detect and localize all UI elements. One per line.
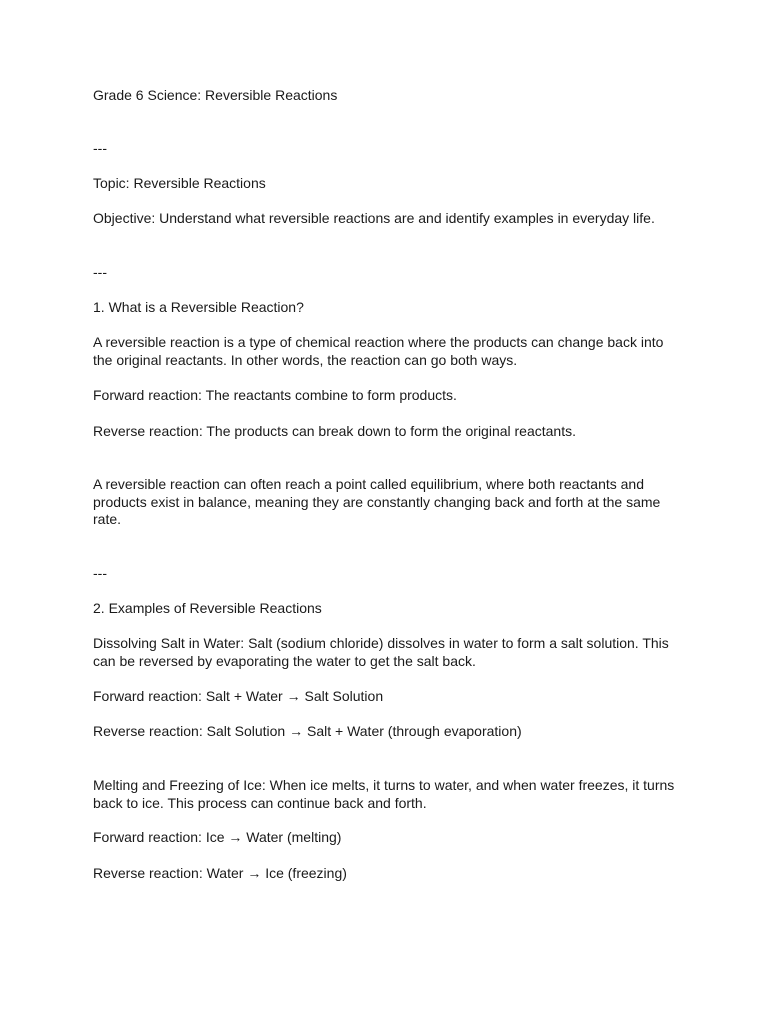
salt-reverse-reaction: Reverse reaction: Salt Solution → Salt + Water (through evaporation) <box>93 723 522 739</box>
topic-line: Topic: Reversible Reactions <box>93 175 266 191</box>
separator: --- <box>93 264 107 280</box>
section-heading: 1. What is a Reversible Reaction? <box>93 299 304 315</box>
definition-paragraph: A reversible reaction is a type of chemical reaction where the products can change back into the original reactants. In other words, the reaction can go both ways. <box>93 334 664 368</box>
section-heading: 2. Examples of Reversible Reactions <box>93 600 322 616</box>
forward-reaction-text: Forward reaction: The reactants combine to form products. <box>93 387 457 403</box>
salt-example-paragraph: Dissolving Salt in Water: Salt (sodium chloride) dissolves in water to form a salt solution. This can be reversed by evaporating the water to get the salt back. <box>93 635 669 669</box>
separator: --- <box>93 565 107 581</box>
salt-forward-reaction: Forward reaction: Salt + Water → Salt Solution <box>93 688 384 704</box>
document-title: Grade 6 Science: Reversible Reactions <box>93 87 338 103</box>
equilibrium-paragraph: A reversible reaction can often reach a point called equilibrium, where both reactants and products exist in balance, meaning they are constantly changing back and forth at the same rate. <box>93 476 661 528</box>
ice-reverse-reaction: Reverse reaction: Water → Ice (freezing) <box>93 865 347 881</box>
reverse-reaction-text: Reverse reaction: The products can break down to form the original reactants. <box>93 423 576 439</box>
separator: --- <box>93 140 107 156</box>
objective-line: Objective: Understand what reversible reactions are and identify examples in everyday life. <box>93 210 655 226</box>
ice-example-paragraph: Melting and Freezing of Ice: When ice melts, it turns to water, and when water freezes, it turns back to ice. This process can continue back and forth. <box>93 777 675 811</box>
ice-forward-reaction: Forward reaction: Ice → Water (melting) <box>93 829 342 845</box>
